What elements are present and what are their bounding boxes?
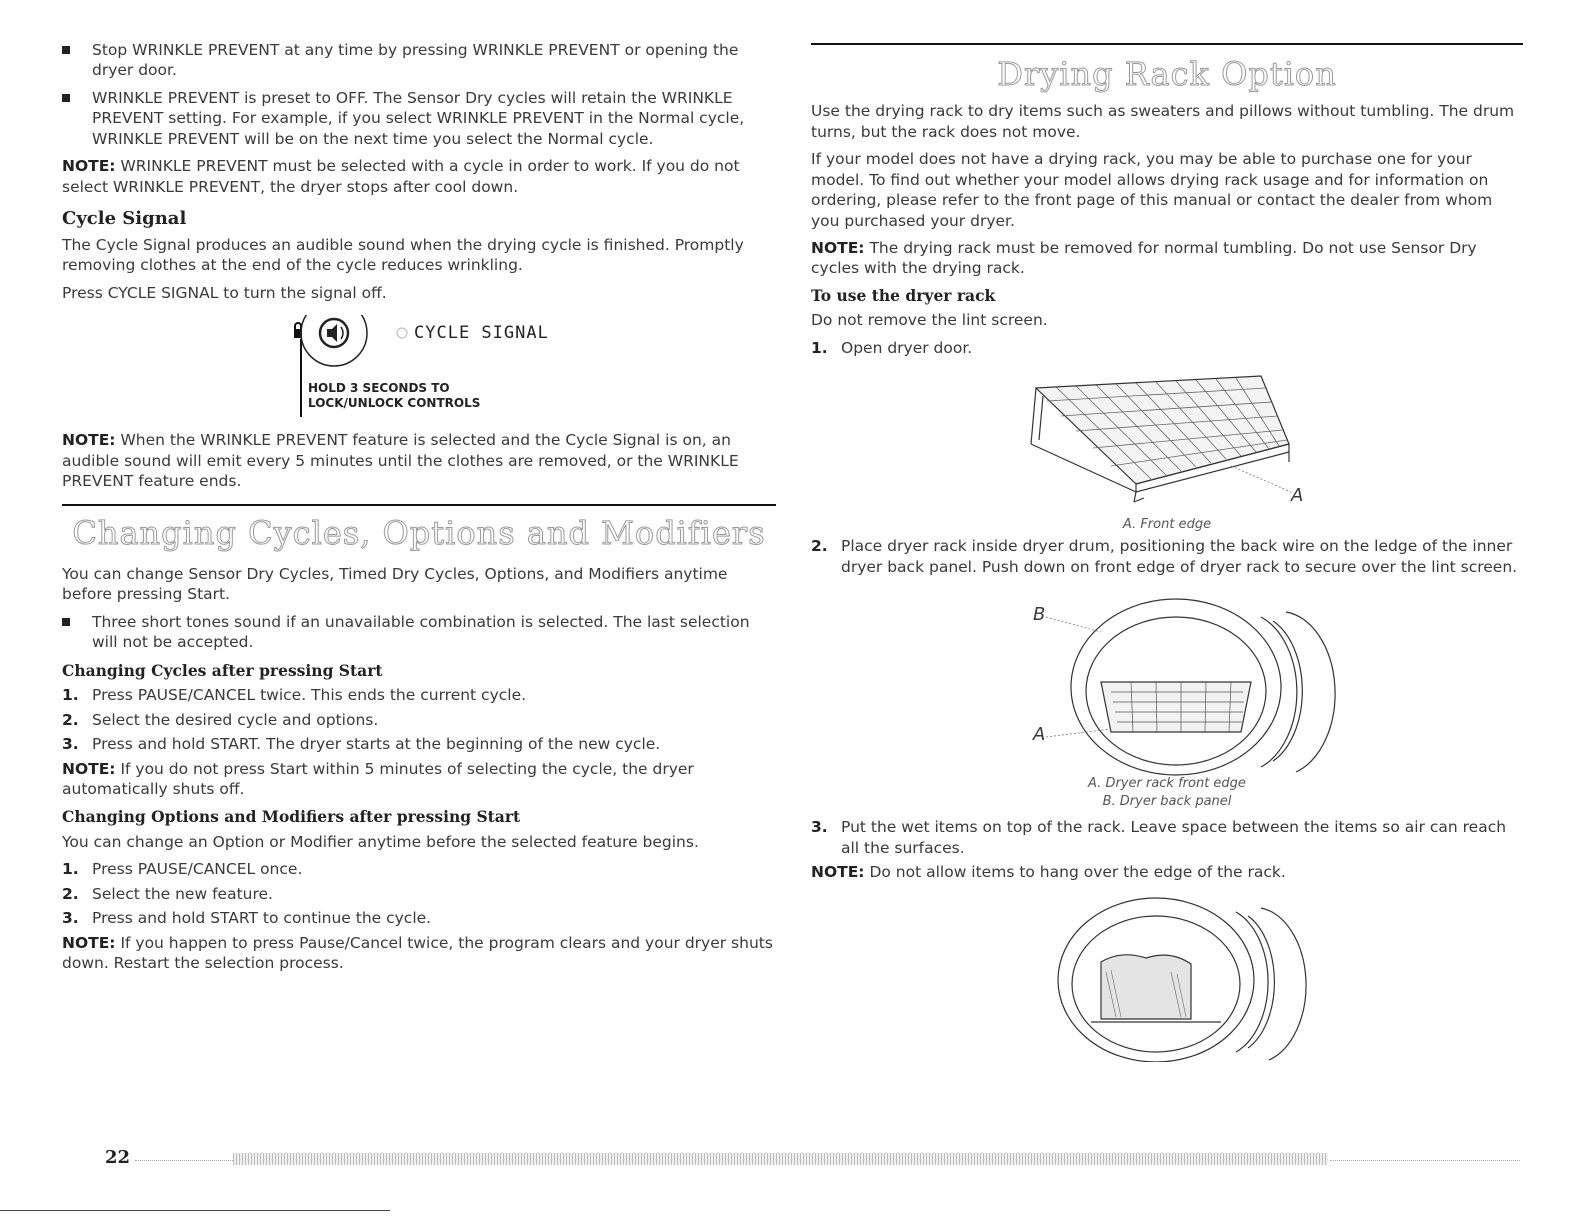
sound-icon: [301, 315, 367, 366]
bullet-stop-wrinkle-prevent: Stop WRINKLE PREVENT at any time by pressing WRINKLE PREVENT or opening the dryer door.: [62, 40, 776, 81]
section-divider: [62, 504, 776, 506]
note-items-hang: NOTE: Do not allow items to hang over the edge of the rack.: [811, 863, 1286, 882]
footer-dotted-line: [135, 1160, 233, 1161]
changing-options-intro: You can change an Option or Modifier anytime before the selected feature begins.: [62, 832, 699, 851]
list-item: 1. Open dryer door.: [811, 338, 973, 357]
right-column: [811, 0, 1523, 1062]
drying-rack-intro: Use the drying rack to dry items such as sweaters and pillows without tumbling. The drum turns, but the rack does not move.: [811, 102, 1515, 141]
note-remove-rack: NOTE: The drying rack must be removed for normal tumbling. Do not use Sensor Dry cycles with the drying rack.: [811, 238, 1477, 278]
list-item: 1. Press PAUSE/CANCEL twice. This ends the current cycle.: [62, 686, 527, 705]
footer-dotted-line: [1330, 1160, 1520, 1161]
drying-rack-purchase-info: If your model does not have a drying rack, you may be able to purchase one for your model. To find out whether your model allows drying rack usage and for information on ordering, please refer to the front page of this manual or contact the dealer from whom you purchased your dryer.: [811, 150, 1493, 230]
section-divider: [811, 43, 1523, 45]
list-item: 1. Press PAUSE/CANCEL once.: [62, 860, 303, 879]
bullet-three-tones: Three short tones sound if an unavailable combination is selected. The last selection will not be accepted.: [62, 612, 776, 653]
list-item: 2. Select the desired cycle and options.: [62, 710, 379, 729]
fig2-label-a: A: [1033, 724, 1046, 746]
cycle-signal-heading: Cycle Signal: [62, 208, 187, 230]
fig2-label-b: B: [1033, 604, 1046, 626]
dryer-drum-loaded-illustration: [811, 892, 1523, 1062]
footer-bar: [233, 1153, 1328, 1165]
list-item: 3. Press and hold START to continue the cycle.: [62, 909, 432, 928]
hold-line-2: LOCK/UNLOCK CONTROLS: [308, 395, 481, 410]
list-item: 2. Select the new feature.: [62, 884, 273, 903]
left-column: [62, 0, 776, 981]
cycle-signal-description: The Cycle Signal produces an audible sound when the drying cycle is finished. Promptly removing clothes at the end of the cycle reduces wrinkling.: [62, 235, 744, 275]
dryer-drum-illustration: [811, 587, 1523, 777]
drying-rack-figure: [811, 366, 1523, 536]
drying-rack-section-title: Drying Rack Option: [997, 55, 1337, 93]
note-cycle-signal: NOTE: When the WRINKLE PREVENT feature is selected and the Cycle Signal is on, an audible sound will emit every 5 minutes until the clothes are removed, or the WRINKLE PREVENT feature ends.: [62, 431, 739, 491]
page-number: 22: [105, 1147, 131, 1168]
bottom-rule: [0, 1210, 390, 1211]
hold-instruction: [308, 381, 480, 410]
cycle-signal-instruction: Press CYCLE SIGNAL to turn the signal off.: [62, 283, 387, 302]
fig2-caption-a: A. Dryer rack front edge: [1088, 776, 1246, 792]
list-item: 2. Place dryer rack inside dryer drum, positioning the back wire on the ledge of the inner dryer back panel. Push down on front edge of dryer rack to secure over the lint screen.: [811, 537, 1518, 576]
fig1-label-a: A: [1291, 485, 1304, 507]
changing-section-intro: You can change Sensor Dry Cycles, Timed Dry Cycles, Options, and Modifiers anytime before pressing Start.: [62, 564, 728, 604]
hold-line-1: HOLD 3 SECONDS TO: [308, 381, 450, 396]
note-wrinkle-prevent: NOTE: WRINKLE PREVENT must be selected with a cycle in order to work. If you do not select WRINKLE PREVENT, the dryer stops after cool down.: [62, 157, 740, 196]
drying-rack-illustration: [811, 366, 1523, 516]
changing-cycles-heading: Changing Cycles after pressing Start: [62, 660, 383, 680]
dryer-rack-loaded-figure: [811, 892, 1523, 1062]
changing-cycles-section-title: Changing Cycles, Options and Modifiers: [72, 513, 766, 552]
use-dryer-rack-heading: To use the dryer rack: [811, 285, 996, 305]
bullet-wrinkle-prevent-preset: WRINKLE PREVENT is preset to OFF. The Sensor Dry cycles will retain the WRINKLE PREVENT setting. For example, if you select WRINKLE PREVENT in the Normal cycle, WRINKLE PREVENT will be on the next time you select the Normal cycle.: [62, 88, 776, 149]
page-footer: [105, 1146, 1520, 1176]
list-item: 3. Put the wet items on top of the rack. Leave space between the items so air can reach all the surfaces.: [811, 818, 1507, 857]
cycle-signal-label: CYCLE SIGNAL: [414, 323, 549, 344]
use-dryer-rack-intro: Do not remove the lint screen.: [811, 311, 1048, 330]
fig1-caption: A. Front edge: [1122, 517, 1212, 533]
note-auto-shutoff: NOTE: If you do not press Start within 5 minutes of selecting the cycle, the dryer automatically shuts off.: [62, 759, 694, 798]
note-pause-cancel-twice: NOTE: If you happen to press Pause/Cancel twice, the program clears and your dryer shuts down. Restart the selection process.: [62, 933, 773, 973]
fig2-caption-b: B. Dryer back panel: [1102, 794, 1232, 810]
dryer-rack-installed-figure: [811, 587, 1523, 817]
list-item: 3. Press and hold START. The dryer starts at the beginning of the new cycle.: [62, 735, 661, 754]
changing-options-heading: Changing Options and Modifiers after pressing Start: [62, 807, 521, 827]
cycle-signal-figure: [62, 315, 776, 420]
